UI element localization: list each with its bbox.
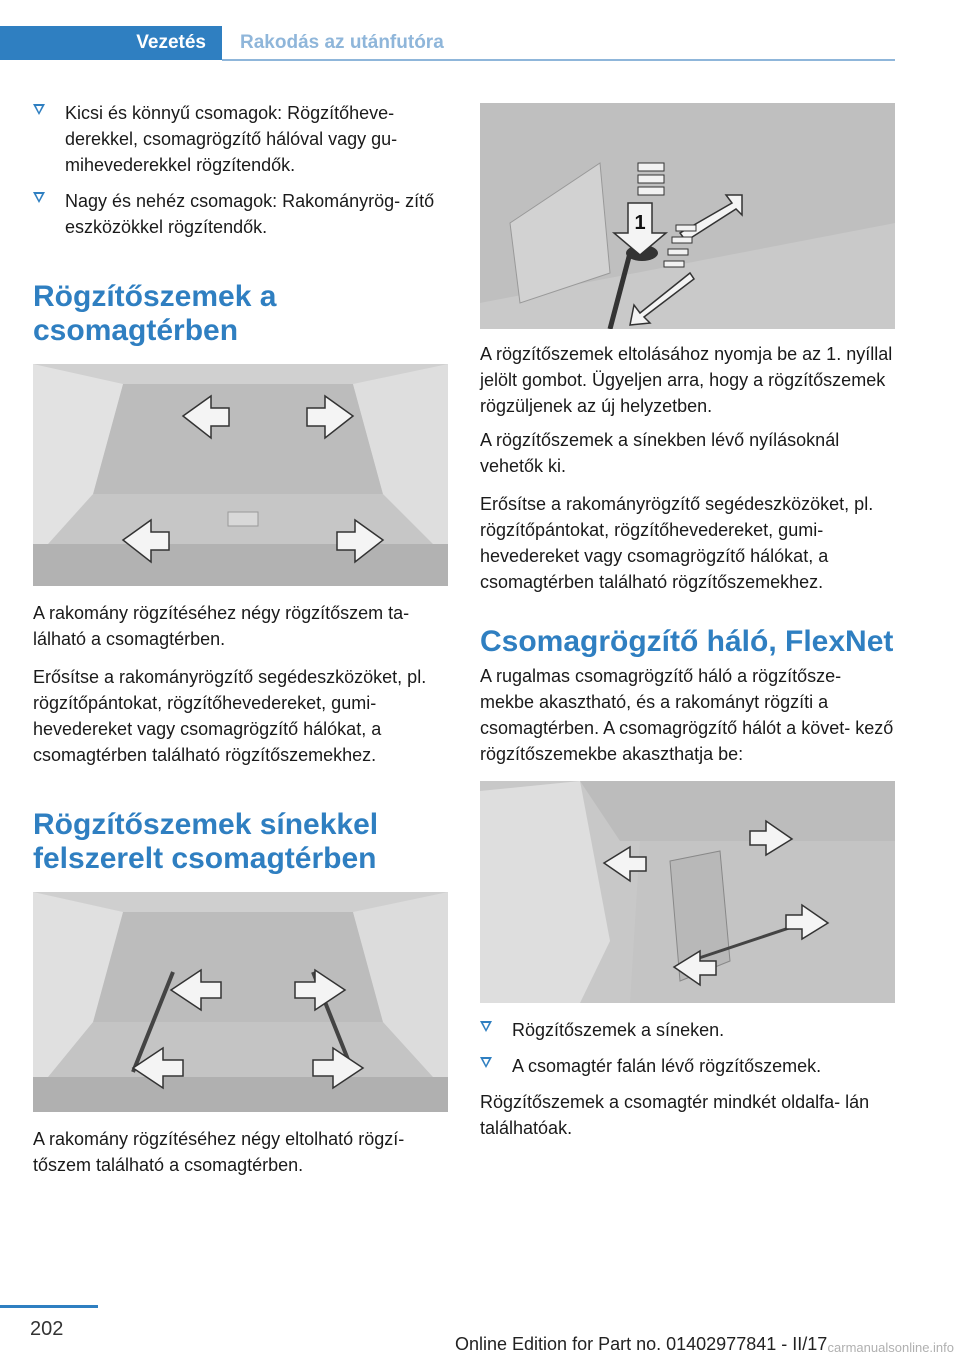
page-header [0,26,895,62]
paragraph: Erősítse a rakományrögzítő segédeszközöket, pl. rögzítőpántokat, rögzítőhevedereket, gumi- hevedereket vagy csomagrögzítő hálókat, a csomagtérben található rögzítőszemekhez. [480,494,874,592]
rail-button-figure [480,103,895,329]
paragraph: Rögzítőszemek a csomagtér mindkét oldalfa- lán találhatóak. [480,1092,870,1138]
paragraph: Erősítse a rakományrögzítő segédeszközöket, pl. rögzítőpántokat, rögzítőhevedereket, gumi- hevedereket vagy csomagrögzítő hálókat, a csomagtérben található rögzítőszemekhez. [33,667,427,765]
section-tab[interactable]: Rakodás az utánfutóra [240,32,444,53]
bullet-triangle-icon [480,1021,492,1032]
trunk-eyes-figure [33,364,448,586]
list-item [33,100,448,178]
rail-eyes-figure [33,892,448,1112]
paragraph: A rugalmas csomagrögzítő háló a rögzítősze- mekbe akasztható, és a rakományt rögzíti a csomagtérben. A csomagrögzítő hálót a követ- kező rögzítőszemekbe akaszthatja be: [480,666,894,764]
bullet-text: Kicsi és könnyű csomagok: Rögzítőheve- derekkel, csomagrögzítő hálóval vagy gu- mihevederekkel rögzítendők. [65,103,398,175]
edition-text: Online Edition for Part no. 01402977841 - II/17 [455,1334,828,1354]
paragraph: A rögzítőszemek eltolásához nyomja be az 1. nyíllal jelölt gombot. Ügyeljen arra, hogy a rögzítőszemek rögzüljenek az új helyzetben. [480,344,893,416]
list-item [480,1017,895,1043]
rail-eyes-illustration [33,892,448,1112]
section-heading: Rögzítőszemek a csomagtérben [33,280,277,347]
bullet-text: Rögzítőszemek a síneken. [512,1020,725,1040]
bullet-triangle-icon [33,104,45,115]
paragraph: A rakomány rögzítéséhez négy rögzítőszem ta- lálható a csomagtérben. [33,603,410,649]
bullet-text: A csomagtér falán lévő rögzítőszemek. [512,1056,822,1076]
list-item [480,1053,895,1079]
list-item [33,188,448,240]
bullet-text: Nagy és nehéz csomagok: Rakományrög- zítő eszközökkel rögzítendők. [65,191,435,237]
paragraph: A rakomány rögzítéséhez négy eltolható rögzí- tőszem található a csomagtérben. [33,1129,405,1175]
watermark: carmanualsonline.info [827,1340,954,1355]
bullet-triangle-icon [33,192,45,203]
footer-divider [0,1305,98,1308]
flexnet-eyes-figure [480,781,895,1003]
bullet-triangle-icon [480,1057,492,1068]
right-column [480,100,895,1141]
figure-callout-label: 1 [634,212,646,234]
chapter-tab[interactable]: Vezetés [0,26,222,60]
header-divider [222,59,895,61]
rail-button-illustration [480,103,895,329]
left-column [33,100,448,1178]
section-heading: Csomagrögzítő háló, FlexNet [480,625,894,658]
flexnet-eyes-illustration [480,781,895,1003]
page-number: 202 [30,1318,64,1340]
section-heading: Rögzítőszemek sínekkel felszerelt csomagtérben [33,808,379,875]
trunk-eyes-illustration [33,364,448,586]
paragraph: A rögzítőszemek a sínekben lévő nyílásoknál vehetők ki. [480,430,840,476]
